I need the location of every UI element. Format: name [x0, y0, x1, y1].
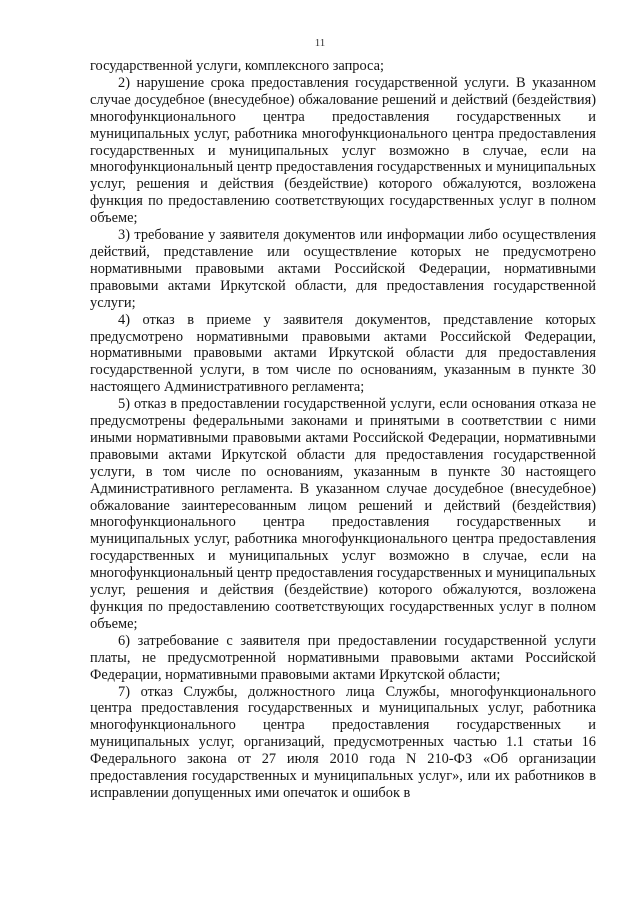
paragraph-item-3: 3) требование у заявителя документов или информации либо осуществления действий, представление или осуществление которых не предусмотрено нормативными правовыми актами Российской Федерации, нормативными правовыми актами Иркутской области, для предоставления государственной услуги; — [90, 227, 596, 311]
paragraph-item-6: 6) затребование с заявителя при предоставлении государственной услуги платы, не предусмотренной нормативными правовыми актами Российской Федерации, нормативными правовыми актами Иркутской области; — [90, 632, 596, 683]
document-body — [90, 58, 596, 802]
paragraph-item-7: 7) отказ Службы, должностного лица Службы, многофункционального центра предоставления государственных и муниципальных услуг, работника многофункционального центра предоставления государственных и муниципальных услуг, организаций, предусмотренных частью 1.1 статьи 16 Федерального закона от 27 июля 2010 года N 210-ФЗ «Об организации предоставления государственных и муниципальных услуг», или их работников в исправлении допущенных ими опечаток и ошибок в — [90, 683, 596, 801]
paragraph-item-4: 4) отказ в приеме у заявителя документов, представление которых предусмотрено нормативными правовыми актами Российской Федерации, нормативными правовыми актами Иркутской области для предоставления государственной услуги, в том числе по основаниям, указанным в пункте 30 настоящего Административного регламента; — [90, 311, 596, 396]
paragraph-item-5: 5) отказ в предоставлении государственной услуги, если основания отказа не предусмотрены федеральными законами и принятыми в соответствии с ними иными нормативными правовыми актами Российской Федерации, нормативными правовыми актами Иркутской области для предоставления государственной услуги, в том числе по основаниям, указанным в пункте 30 настоящего Административного регламента. В указанном случае досудебное (внесудебное) обжалование заинтересованным лицом решений и действий (бездействия) многофункционального центра предоставления государственных и муниципальных услуг, работника многофункционального центра предоставления государственных и муниципальных услуг возможно в случае, если на многофункциональный центр предоставления государственных и муниципальных услуг, решения и действия (бездействие) которого обжалуются, возложена функция по предоставлению соответствующих государственных услуг в полном объеме; — [90, 396, 596, 632]
page-number: 11 — [314, 37, 326, 49]
paragraph-continuation: государственной услуги, комплексного запроса; — [90, 58, 385, 74]
paragraph-item-2: 2) нарушение срока предоставления государственной услуги. В указанном случае досудебное (внесудебное) обжалование решений и действий (бездействия) многофункционального центра предоставления государственных и муниципальных услуг, работника многофункционального центра предоставления государственных и муниципальных услуг возможно в случае, если на многофункциональный центр предоставления государственных и муниципальных услуг, решения и действия (бездействие) которого обжалуются, возложена функция по предоставлению соответствующих государственных услуг в полном объеме; — [90, 74, 596, 227]
